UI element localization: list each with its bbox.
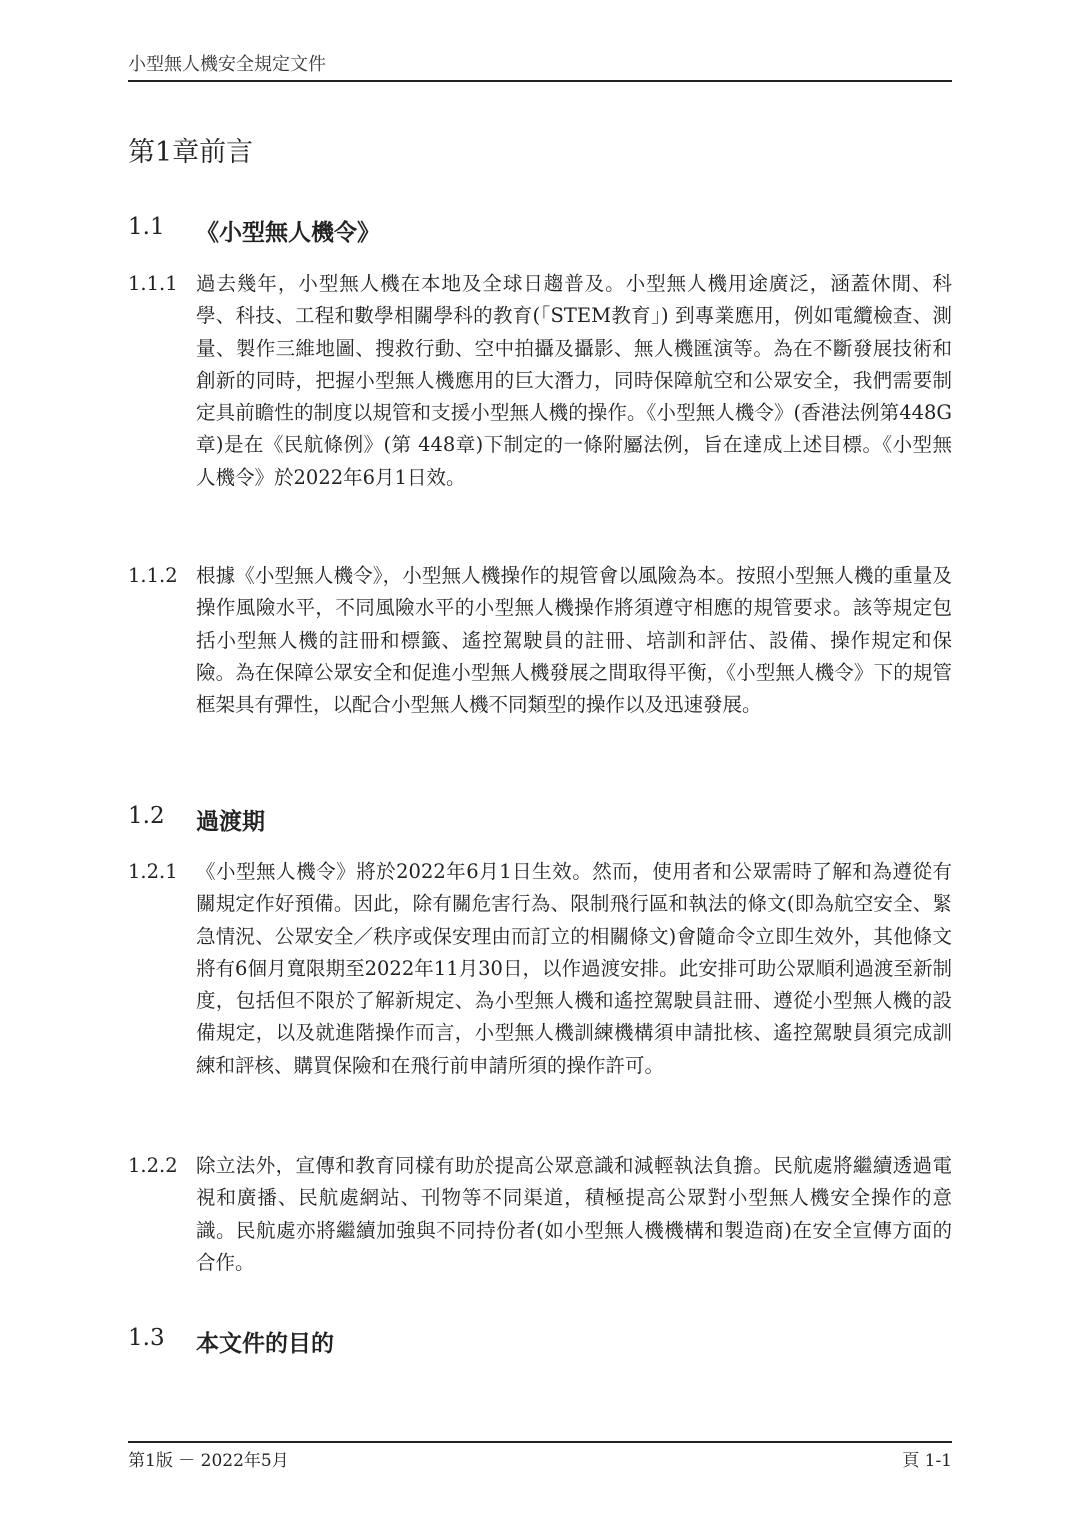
paragraph-text: 根據《小型無人機令》，小型無人機操作的規管會以風險為本。按照小型無人機的重量及操作風險水平，不同風險水平的小型無人機操作將須遵守相應的規管要求。該等規定包括小型無人機的註冊和標籤、遙控駕駛員的註冊、培訓和評估、設備、操作規定和保險。為在保障公眾安全和促進小型無人機發展之間取得平衡，《小型無人機令》下的規管框架具有彈性，以配合小型無人機不同類型的操作以及迅速發展。 [196, 564, 952, 717]
paragraph-1-1-1 [128, 268, 952, 494]
chapter-title: 第1章前言 [128, 137, 254, 168]
section-heading-1-1 [128, 214, 952, 247]
section-heading-1-2 [128, 803, 952, 836]
paragraph-text: 《小型無人機令》將於2022年6月1日生效。然而，使用者和公眾需時了解和為遵從有關規定作好預備。因此，除有關危害行為、限制飛行區和執法的條文(即為航空安全、緊急情況、公眾安全／秩序或保安理由而訂立的相關條文)會隨命令立即生效外，其他條文將有6個月寬限期至2022年11月30日，以作過渡安排。此安排可助公眾順利過渡至新制度，包括但不限於了解新規定、為小型無人機和遙控駕駛員註冊、遵從小型無人機的設備規定，以及就進階操作而言，小型無人機訓練機構須申請批核、遙控駕駛員須完成訓練和評核、購買保險和在飛行前申請所須的操作許可。 [196, 860, 952, 1077]
section-number: 1.2 [128, 803, 165, 829]
header-divider [128, 80, 952, 82]
paragraph-1-2-1 [128, 856, 952, 1082]
paragraph-text: 過去幾年，小型無人機在本地及全球日趨普及。小型無人機用途廣泛，涵蓋休閒、科學、科技、工程和數學相關學科的教育(「STEM教育」) 到專業應用，例如電纜檢查、測量、製作三維地圖、搜救行動、空中拍攝及攝影、無人機匯演等。為在不斷發展技術和創新的同時，把握小型無人機應用的巨大潛力，同時保障航空和公眾安全，我們需要制定具前瞻性的制度以規管和支援小型無人機的操作。《小型無人機令》(香港法例第448G章)是在《民航條例》(第 448章)下制定的一條附屬法例，旨在達成上述目標。《小型無人機令》於2022年6月1日效。 [196, 272, 952, 489]
section-title: 本文件的目的 [196, 1330, 334, 1357]
paragraph-number: 1.1.1 [128, 272, 178, 295]
section-title: 過渡期 [196, 808, 265, 835]
paragraph-text: 除立法外，宣傳和教育同樣有助於提高公眾意識和減輕執法負擔。民航處將繼續透過電視和廣播、民航處網站、刊物等不同渠道，積極提高公眾對小型無人機安全操作的意識。民航處亦將繼續加強與不同持份者(如小型無人機機構和製造商)在安全宣傳方面的合作。 [196, 1154, 952, 1274]
paragraph-number: 1.1.2 [128, 564, 178, 587]
section-title: 《小型無人機令》 [196, 219, 380, 246]
paragraph-number: 1.2.1 [128, 860, 178, 883]
footer-page-number: 頁 1-1 [902, 1451, 952, 1471]
paragraph-number: 1.2.2 [128, 1154, 178, 1177]
footer-divider [128, 1441, 952, 1443]
paragraph-1-1-2 [128, 560, 952, 721]
header-title: 小型無人機安全規定文件 [128, 54, 326, 75]
section-number: 1.1 [128, 214, 165, 240]
section-number: 1.3 [128, 1325, 165, 1351]
section-heading-1-3 [128, 1325, 952, 1358]
paragraph-1-2-2 [128, 1150, 952, 1279]
footer-edition: 第1版 － 2022年5月 [128, 1451, 289, 1471]
